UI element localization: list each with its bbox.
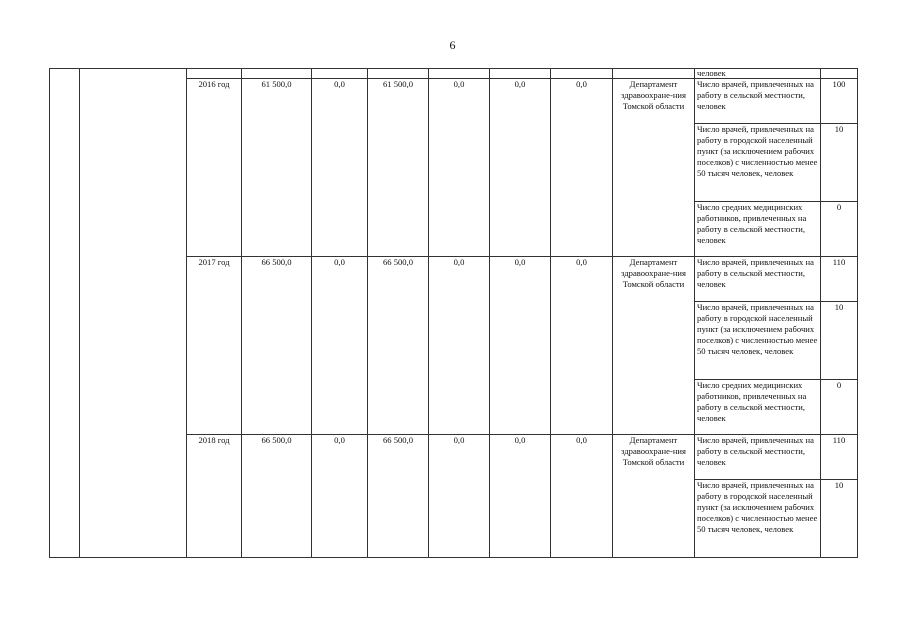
year-cell: 2016 год <box>187 79 242 257</box>
indicator-cell: Число врачей, привлеченных на работу в сельской местности, человек <box>695 435 821 480</box>
value-cell: 0,0 <box>551 257 613 435</box>
indicator-cell: Число врачей, привлеченных на работу в сельской местности, человек <box>695 257 821 302</box>
empty-cell <box>50 69 80 558</box>
indicator-value: 0 <box>821 202 858 257</box>
department-cell: Департамент здравоохране-ния Томской области <box>613 435 695 558</box>
value-cell: 66 500,0 <box>368 435 429 558</box>
year-cell: 2017 год <box>187 257 242 435</box>
indicator-cell: Число врачей, привлеченных на работу в городской населенный пункт (за исключением рабочих поселков) с численностью менее 50 тысяч человек, человек <box>695 302 821 380</box>
indicator-cell: Число врачей, привлеченных на работу в сельской местности, человек <box>695 79 821 124</box>
value-cell: 61 500,0 <box>368 79 429 257</box>
value-cell: 0,0 <box>429 79 490 257</box>
value-cell: 66 500,0 <box>242 257 312 435</box>
continuation-row <box>50 69 858 79</box>
value-cell: 0,0 <box>429 435 490 558</box>
value-cell: 66 500,0 <box>242 435 312 558</box>
page-number: 6 <box>449 38 456 52</box>
value-cell: 0,0 <box>551 435 613 558</box>
department-cell: Департамент здравоохране-ния Томской области <box>613 79 695 257</box>
indicator-value: 10 <box>821 302 858 380</box>
value-cell: 0,0 <box>490 79 551 257</box>
value-cell: 66 500,0 <box>368 257 429 435</box>
indicator-value: 0 <box>821 380 858 435</box>
indicator-cell: Число врачей, привлеченных на работу в городской населенный пункт (за исключением рабочих поселков) с численностью менее 50 тысяч человек, человек <box>695 480 821 558</box>
indicator-value: 110 <box>821 435 858 480</box>
value-cell: 61 500,0 <box>242 79 312 257</box>
indicator-cell: Число средних медицинских работников, привлеченных на работу в сельской местности, человек <box>695 202 821 257</box>
value-cell: 0,0 <box>429 257 490 435</box>
indicator-value: 110 <box>821 257 858 302</box>
year-cell: 2018 год <box>187 435 242 558</box>
empty-cell <box>80 69 187 558</box>
value-cell: 0,0 <box>312 79 368 257</box>
indicator-value: 10 <box>821 480 858 558</box>
continued-indicator: человек <box>695 69 821 79</box>
value-cell: 0,0 <box>551 79 613 257</box>
program-table <box>49 68 858 558</box>
department-cell: Департамент здравоохране-ния Томской области <box>613 257 695 435</box>
value-cell: 0,0 <box>490 435 551 558</box>
indicator-value: 10 <box>821 124 858 202</box>
indicator-cell: Число врачей, привлеченных на работу в городской населенный пункт (за исключением рабочих поселков) с численностью менее 50 тысяч человек, человек <box>695 124 821 202</box>
value-cell: 0,0 <box>490 257 551 435</box>
indicator-value: 100 <box>821 79 858 124</box>
value-cell: 0,0 <box>312 435 368 558</box>
indicator-cell: Число средних медицинских работников, привлеченных на работу в сельской местности, человек <box>695 380 821 435</box>
value-cell: 0,0 <box>312 257 368 435</box>
